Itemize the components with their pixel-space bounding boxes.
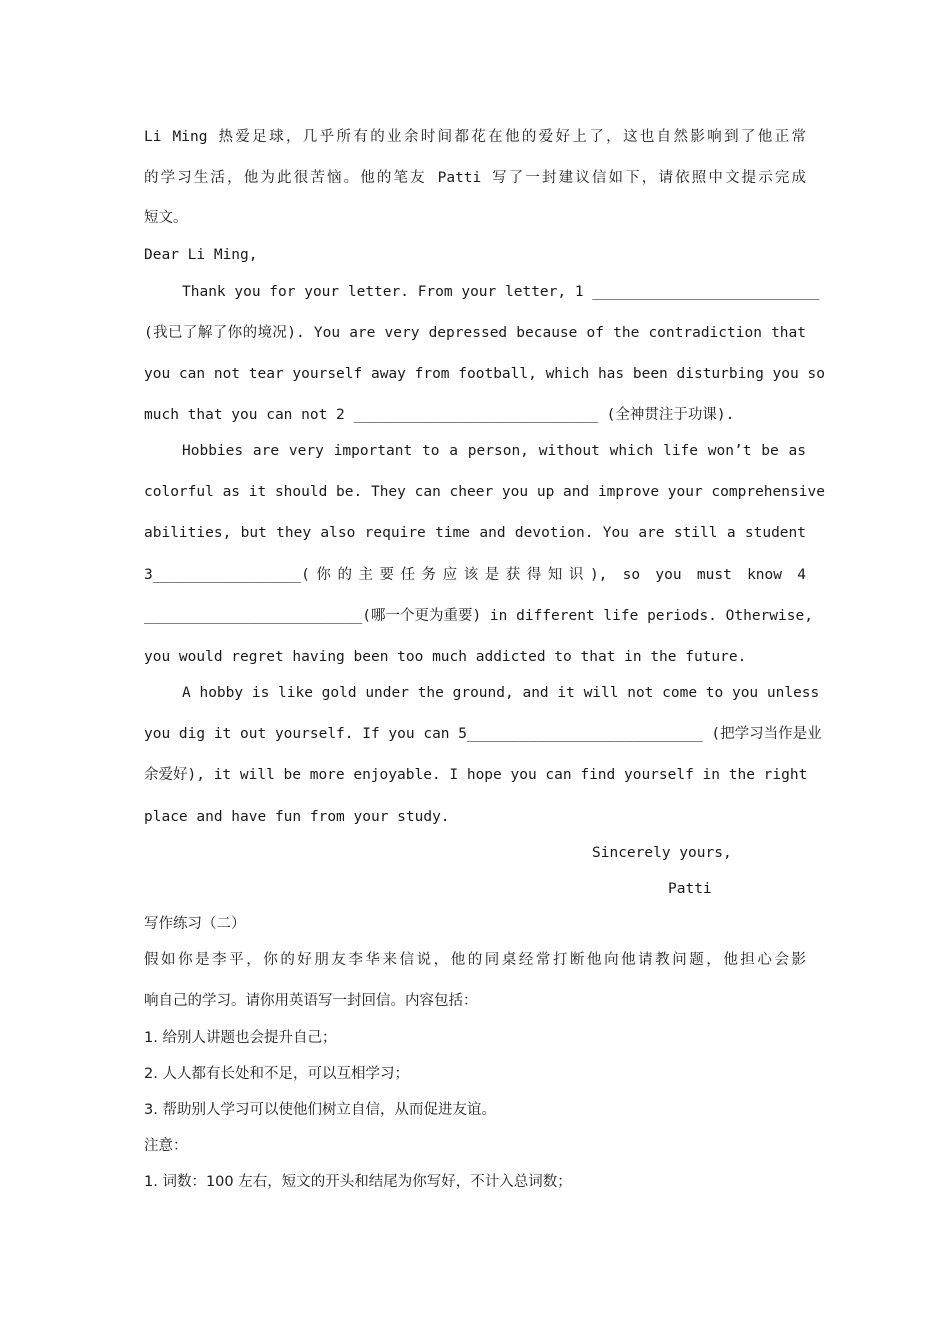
paragraph-1-line: much that you can not 2 ____________________________ (全神贯注于功课). — [144, 407, 735, 423]
letter-closing: Sincerely yours, — [592, 845, 732, 861]
paragraph-3-line: place and have fun from your study. — [144, 809, 450, 825]
exercise-2-title: 写作练习（二） — [144, 916, 246, 932]
exercise-2-note-label: 注意： — [144, 1138, 188, 1154]
paragraph-2-line: Hobbies are very important to a person, without which life won’t be as — [182, 443, 806, 459]
exercise-2-point: 1. 给别人讲题也会提升自己； — [144, 1030, 337, 1046]
intro-line-2: 的学习生活，他为此很苦恼。他的笔友 Patti 写了一封建议信如下，请依照中文提示完成 — [144, 170, 806, 186]
intro-line-1: Li Ming 热爱足球，几乎所有的业余时间都花在他的爱好上了，这也自然影响到了他正常 — [144, 129, 806, 145]
paragraph-3-line: A hobby is like gold under the ground, and it will not come to you unless — [182, 685, 820, 701]
paragraph-2-line: abilities, but they also require time and devotion. You are still a student — [144, 525, 806, 541]
exercise-2-prompt-line-2: 响自己的学习。请你用英语写一封回信。内容包括： — [144, 993, 478, 1009]
letter-greeting: Dear Li Ming, — [144, 247, 258, 263]
paragraph-3-line: you dig it out yourself. If you can 5___________________________ (把学习当作是业 — [144, 726, 822, 742]
exercise-2-point: 2. 人人都有长处和不足，可以互相学习； — [144, 1066, 409, 1082]
paragraph-2-line: colorful as it should be. They can cheer you up and improve your comprehensive — [144, 484, 825, 500]
intro-line-3: 短文。 — [144, 210, 188, 226]
paragraph-3-line: 余爱好), it will be more enjoyable. I hope you can find yourself in the right — [144, 767, 808, 783]
exercise-2-note: 1. 词数：100 左右，短文的开头和结尾为你写好，不计入总词数； — [144, 1174, 572, 1190]
paragraph-1-line: you can not tear yourself away from football, which has been disturbing you so — [144, 366, 825, 382]
paragraph-2-line: you would regret having been too much addicted to that in the future. — [144, 649, 747, 665]
paragraph-2-line: _________________________(哪一个更为重要) in different life periods. Otherwise, — [144, 608, 813, 624]
letter-signature: Patti — [668, 881, 712, 897]
paragraph-1-line: Thank you for your letter. From your letter, 1 __________________________ — [182, 284, 820, 300]
paragraph-2-line: 3_________________(你的主要任务应该是获得知识), so you must know 4 — [144, 567, 806, 583]
exercise-2-prompt-line-1: 假如你是李平，你的好朋友李华来信说，他的同桌经常打断他向他请教问题，他担心会影 — [144, 952, 806, 968]
exercise-2-point: 3. 帮助别人学习可以使他们树立自信，从而促进友谊。 — [144, 1102, 496, 1118]
paragraph-1-line: (我已了解了你的境况). You are very depressed because of the contradiction that — [144, 325, 806, 341]
